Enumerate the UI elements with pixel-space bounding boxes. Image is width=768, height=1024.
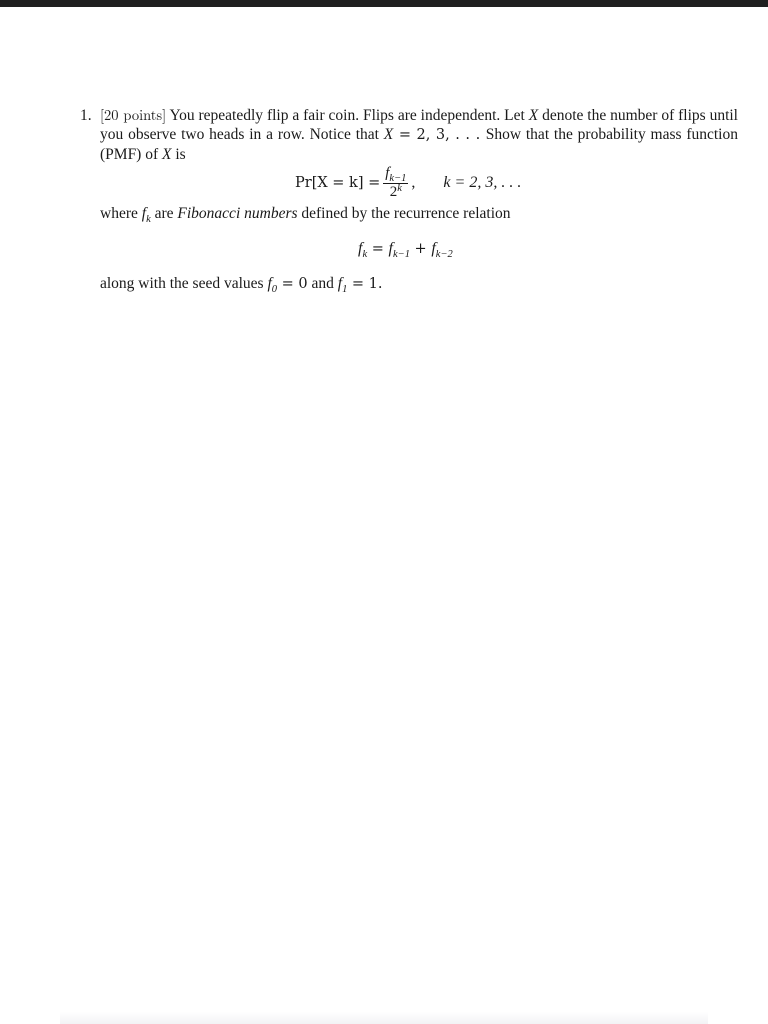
seed-values (100, 274, 738, 295)
subscript: k−1 (392, 249, 410, 260)
seed-value-0: = 0 (277, 276, 308, 292)
var-x: X (528, 107, 539, 124)
f-symbol: f (431, 240, 436, 257)
seed-value-1: = 1. (347, 276, 383, 292)
pmf-range: k = 2, 3, . . . (443, 174, 522, 191)
problem-number: 1. (80, 107, 92, 124)
f-symbol: f (337, 275, 343, 292)
definition-text-a: where (100, 205, 142, 222)
f-symbol: f (267, 275, 272, 292)
subscript: k (146, 214, 151, 225)
definition-text-b: are (150, 205, 178, 222)
fraction-denominator (388, 184, 404, 202)
statement-text-a: You repeatedly flip a fair coin. Flips are independent. Let (166, 107, 529, 124)
fraction-numerator (383, 165, 408, 183)
f-symbol: f (141, 205, 147, 222)
statement-text-d: is (171, 146, 186, 163)
f-symbol: f (385, 164, 390, 181)
base: 2 (389, 183, 398, 200)
f-symbol: f (358, 240, 363, 257)
subscript: 1 (342, 284, 348, 295)
pmf-lhs: Pr[X = k] = (295, 175, 381, 191)
superscript: k (397, 182, 402, 194)
definition-text-c: defined by the recurrence relation (297, 205, 511, 222)
f-symbol: f (388, 240, 393, 257)
points-label: [20 points] (100, 105, 167, 125)
problem-statement (100, 106, 738, 164)
statement-text-b: denote the number of flips until you observe two heads in a row. Notice that (100, 107, 738, 143)
var-x: X (383, 126, 394, 143)
pmf-fraction (383, 165, 408, 202)
subscript: 0 (271, 284, 278, 295)
var-x: X (162, 146, 172, 163)
pmf-equation (295, 164, 521, 202)
seed-and: and (307, 275, 338, 292)
statement-text-c: Show that the probability mass function (PMF) of (100, 126, 738, 163)
fibonacci-emphasis: Fibonacci numbers (177, 205, 298, 222)
subscript: k (362, 249, 368, 260)
pmf-comma: , (411, 174, 416, 191)
seed-text: along with the seed values (100, 275, 268, 292)
fibonacci-definition (100, 204, 738, 225)
subscript: k−1 (389, 172, 407, 184)
equals-sign: = (367, 241, 389, 257)
plus-sign: + (409, 241, 432, 257)
subscript: k−2 (435, 249, 453, 260)
recurrence-equation (358, 240, 453, 258)
page-bottom-shadow (60, 1012, 708, 1024)
support-values: = 2, 3, . . . (393, 127, 486, 143)
